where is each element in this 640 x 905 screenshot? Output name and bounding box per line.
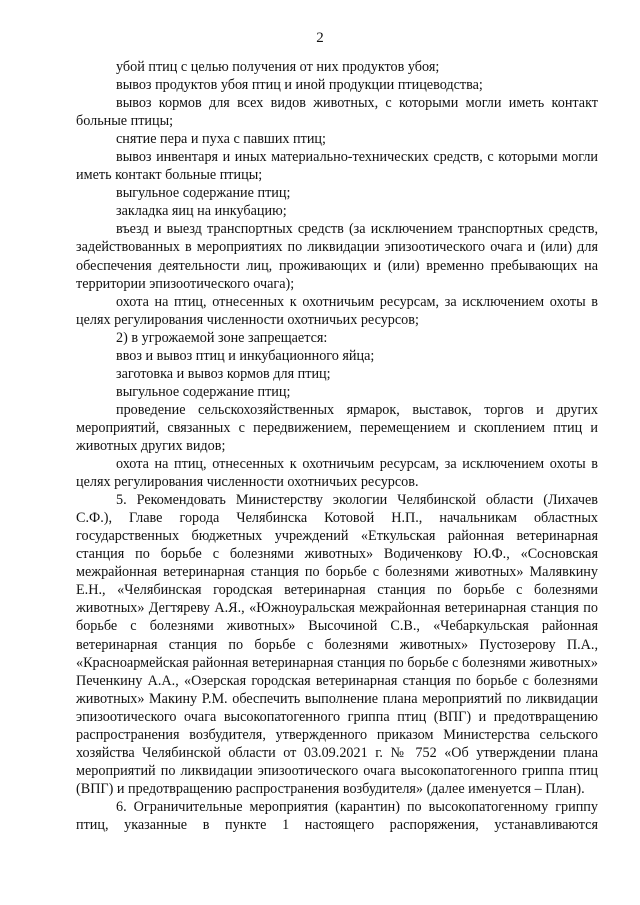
- paragraph: вывоз кормов для всех видов животных, с которыми могли иметь контакт больные птицы;: [76, 95, 598, 130]
- clause-5: 5. Рекомендовать Министерству экологии Челябинской области (Лихачев С.Ф.), Главе города Челябинска Котовой Н.П., начальникам областных государственных бюджетных учреждений «Еткульская районная ветеринарная станция по борьбе с болезнями животных» Водиченкову Ю.Ф., «Сосновская межрайонная ветеринарная станция по борьбе с болезнями животных» Малявкину Е.Н., «Челябинская городская ветеринарная станция по борьбе с болезнями животных» Дегтяреву А.Я., «Южноуральская межрайонная ветеринарная станция по борьбе с болезнями животных» Высочиной С.В., «Чебаркульская районная ветеринарная станция по борьбе с болезнями животных» Пустозерову П.А., «Красноармейская районная ветеринарная станция по борьбе с болезнями животных» Печенкину А.А., «Озерская городская ветеринарная станция по борьбе с болезнями животных» Макину Р.М. обеспечить выполнение плана мероприятий по ликвидации эпизоотического очага высокопатогенного гриппа птиц (ВПГ) и предотвращению распространения возбудителя, утвержденного приказом Министерства сельского хозяйства Челябинской области от 03.09.2021 г. № 752 «Об утверждении плана мероприятий по ликвидации эпизоотического очага высокопатогенного гриппа птиц (ВПГ) и предотвращению распространения возбудителя» (далее именуется – План).: [76, 492, 598, 797]
- paragraph: въезд и выезд транспортных средств (за исключением транспортных средств, задействованных в мероприятиях по ликвидации эпизоотического очага и (или) для обеспечения деятельности лиц, проживающих и (или) временно пребывающих на территории эпизоотического очага);: [76, 221, 598, 292]
- paragraph: закладка яиц на инкубацию;: [116, 203, 287, 220]
- paragraph: охота на птиц, отнесенных к охотничьим ресурсам, за исключением охоты в целях регулирования численности охотничьих ресурсов;: [76, 293, 598, 328]
- paragraph: убой птиц с целью получения от них продуктов убоя;: [116, 59, 440, 75]
- paragraph: вывоз продуктов убоя птиц и иной продукции птицеводства;: [116, 77, 483, 94]
- paragraph: проведение сельскохозяйственных ярмарок, выставок, торгов и других мероприятий, связанных с передвижением, перемещением и скоплением птиц и животных других видов;: [76, 401, 598, 454]
- paragraph: заготовка и вывоз кормов для птиц;: [116, 365, 331, 382]
- paragraph: снятие пера и пуха с павших птиц;: [116, 131, 326, 148]
- page-number: 2: [316, 30, 324, 46]
- paragraph: выгульное содержание птиц;: [116, 383, 291, 400]
- clause-6: 6. Ограничительные мероприятия (карантин) по высокопатогенному гриппу птиц, указанные в пункте 1 настоящего распоряжения, устанавливаются: [76, 798, 598, 833]
- paragraph: охота на птиц, отнесенных к охотничьим ресурсам, за исключением охоты в целях регулирования численности охотничьих ресурсов.: [76, 456, 598, 491]
- document-body: [76, 58, 598, 834]
- paragraph: вывоз инвентаря и иных материально-технических средств, с которыми могли иметь контакт больные птицы;: [76, 149, 598, 184]
- subsection-heading: 2) в угрожаемой зоне запрещается:: [116, 329, 328, 346]
- paragraph: ввоз и вывоз птиц и инкубационного яйца;: [116, 347, 375, 364]
- paragraph: выгульное содержание птиц;: [116, 185, 291, 202]
